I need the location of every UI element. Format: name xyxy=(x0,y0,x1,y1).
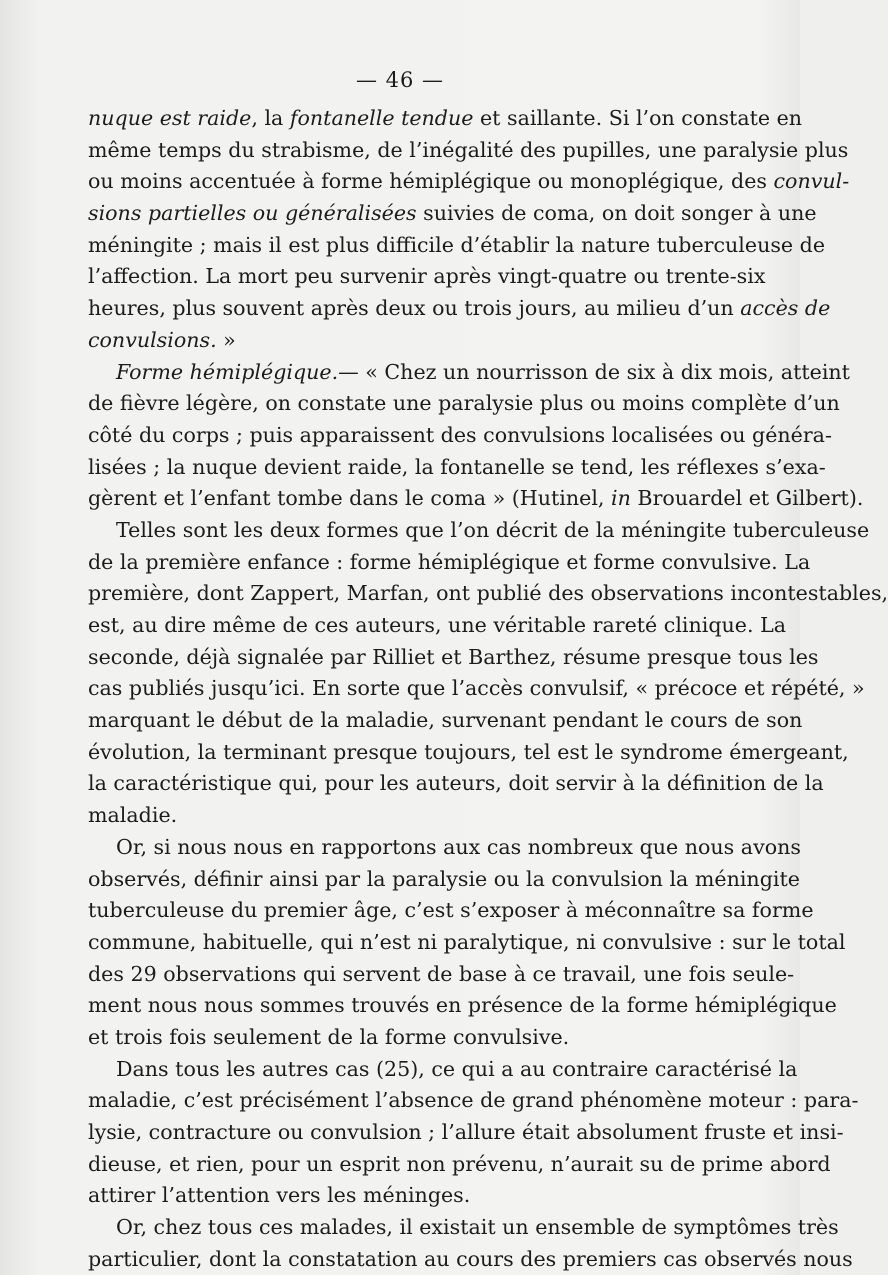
text-run: commune, habituelle, qui n’est ni paralytique, ni convulsive : sur le total xyxy=(88,929,846,954)
text-run: Brouardel et Gilbert). xyxy=(630,486,864,511)
text-line xyxy=(88,673,865,705)
text-line xyxy=(88,388,840,420)
text-line xyxy=(88,166,850,198)
text-line xyxy=(88,1180,753,1212)
italic-run: convulsions. xyxy=(88,327,217,352)
text-line xyxy=(88,547,811,579)
text-run: — « Chez un nourrisson de six à dix mois, atteint xyxy=(338,359,850,384)
text-line xyxy=(88,642,819,674)
paragraph xyxy=(88,103,850,357)
text-line xyxy=(88,135,849,167)
text-line xyxy=(88,927,846,959)
text-line xyxy=(88,832,801,864)
text-run: » xyxy=(216,327,236,352)
text-run: méningite ; mais il est plus difficile d’établir la nature tuberculeuse de xyxy=(88,232,826,257)
text-run: Telles sont les deux formes que l’on décrit de la méningite tuberculeuse xyxy=(116,517,870,542)
body-text xyxy=(88,103,888,1275)
text-run: dieuse, et rien, pour un esprit non prévenu, n’aurait su de prime abord xyxy=(88,1151,831,1176)
text-run: gèrent et l’enfant tombe dans le coma » (Hutinel, xyxy=(88,486,612,511)
text-line xyxy=(88,610,787,642)
text-line xyxy=(88,705,803,737)
text-run: première, dont Zappert, Marfan, ont publié des observations incontestables, xyxy=(88,581,888,606)
text-line xyxy=(88,357,850,389)
text-run: ment nous nous sommes trouvés en présence de la forme hémiplégique xyxy=(88,993,837,1018)
text-run: et trois fois seulement de la forme convulsive. xyxy=(88,1024,570,1049)
text-run: , la xyxy=(251,106,290,130)
text-run: attirer l’attention vers les méninges. xyxy=(88,1183,471,1208)
text-line xyxy=(88,515,870,547)
text-line xyxy=(88,1022,753,1054)
text-run: de la première enfance : forme hémiplégique et forme convulsive. La xyxy=(88,549,811,574)
text-run: heures, plus souvent après deux ou trois jours, au milieu d’un xyxy=(88,296,741,321)
text-run: même temps du strabisme, de l’inégalité des pupilles, une paralysie plus xyxy=(88,137,849,162)
text-run: observés, définir ainsi par la paralysie ou la convulsion la méningite xyxy=(88,866,800,891)
text-run: l’affection. La mort peu survenir après vingt-quatre ou trente-six xyxy=(88,264,766,289)
text-run: de fièvre légère, on constate une paralysie plus ou moins complète d’un xyxy=(88,391,840,416)
text-line xyxy=(88,198,817,230)
text-run: particulier, dont la constatation au cours des premiers cas observés nous xyxy=(88,1246,853,1271)
text-run: cas publiés jusqu’ici. En sorte que l’accès convulsif, « précoce et répété, » xyxy=(88,676,865,701)
paragraph xyxy=(88,1212,853,1275)
text-run: lysie, contracture ou convulsion ; l’allure était absolument fruste et insi- xyxy=(88,1120,844,1144)
text-line xyxy=(88,483,864,515)
text-run: Or, si nous nous en rapportons aux cas nombreux que nous avons xyxy=(116,834,801,859)
italic-run: nuque est raide xyxy=(88,106,252,130)
page-number: — 46 — xyxy=(355,68,445,92)
paragraph xyxy=(88,515,888,832)
text-run: des 29 observations qui servent de base à ce travail, une fois seule- xyxy=(88,961,795,986)
text-line xyxy=(88,959,795,991)
text-line xyxy=(88,325,753,357)
text-line xyxy=(88,768,824,800)
text-run: marquant le début de la maladie, survenant pendant le cours de son xyxy=(88,708,803,733)
text-line xyxy=(88,1085,859,1117)
text-line xyxy=(88,1054,798,1086)
text-line xyxy=(88,864,800,896)
text-line xyxy=(88,578,888,610)
paragraph xyxy=(88,1054,859,1212)
text-run: et saillante. Si l’on constate en xyxy=(473,106,803,130)
text-line xyxy=(88,230,826,262)
text-line xyxy=(88,452,826,484)
paragraph xyxy=(88,832,846,1054)
text-line xyxy=(88,293,831,325)
text-line xyxy=(88,895,814,927)
text-line xyxy=(88,1244,853,1275)
text-run: côté du corps ; puis apparaissent des convulsions localisées ou généra- xyxy=(88,422,832,447)
text-run: seconde, déjà signalée par Rilliet et Barthez, résume presque tous les xyxy=(88,644,819,669)
text-run: est, au dire même de ces auteurs, une véritable rareté clinique. La xyxy=(88,613,787,637)
text-run: maladie, c’est précisément l’absence de grand phénomène moteur : para- xyxy=(88,1088,859,1113)
text-run: suivies de coma, on doit songer à une xyxy=(416,201,817,226)
text-run: évolution, la terminant presque toujours, tel est le syndrome émergeant, xyxy=(88,739,849,764)
text-run: lisées ; la nuque devient raide, la fontanelle se tend, les réflexes s’exa- xyxy=(88,454,826,479)
text-run: ou moins accentuée à forme hémiplégique ou monoplégique, des xyxy=(88,169,774,194)
italic-run: fontanelle tendue xyxy=(289,106,474,130)
italic-run: accès de xyxy=(740,296,831,321)
text-line xyxy=(88,737,849,769)
text-line xyxy=(88,103,803,135)
paragraph xyxy=(88,357,864,515)
text-line xyxy=(88,1117,844,1149)
text-run: Or, chez tous ces malades, il existait un ensemble de symptômes très xyxy=(116,1215,839,1240)
text-line xyxy=(88,261,766,293)
text-line xyxy=(88,1212,839,1244)
text-run: Dans tous les autres cas (25), ce qui a au contraire caractérisé la xyxy=(116,1056,798,1081)
italic-run: convul- xyxy=(773,169,850,194)
text-run: maladie. xyxy=(88,803,178,828)
italic-run: in xyxy=(611,486,631,511)
text-line xyxy=(88,990,837,1022)
italic-run: sions partielles ou généralisées xyxy=(88,201,417,226)
text-line xyxy=(88,420,832,452)
text-run: tuberculeuse du premier âge, c’est s’exposer à méconnaître sa forme xyxy=(88,898,814,923)
text-line xyxy=(88,1149,831,1181)
italic-run: Forme hémiplégique. xyxy=(116,359,339,384)
text-run: la caractéristique qui, pour les auteurs, doit servir à la définition de la xyxy=(88,771,824,796)
text-line xyxy=(88,800,753,832)
